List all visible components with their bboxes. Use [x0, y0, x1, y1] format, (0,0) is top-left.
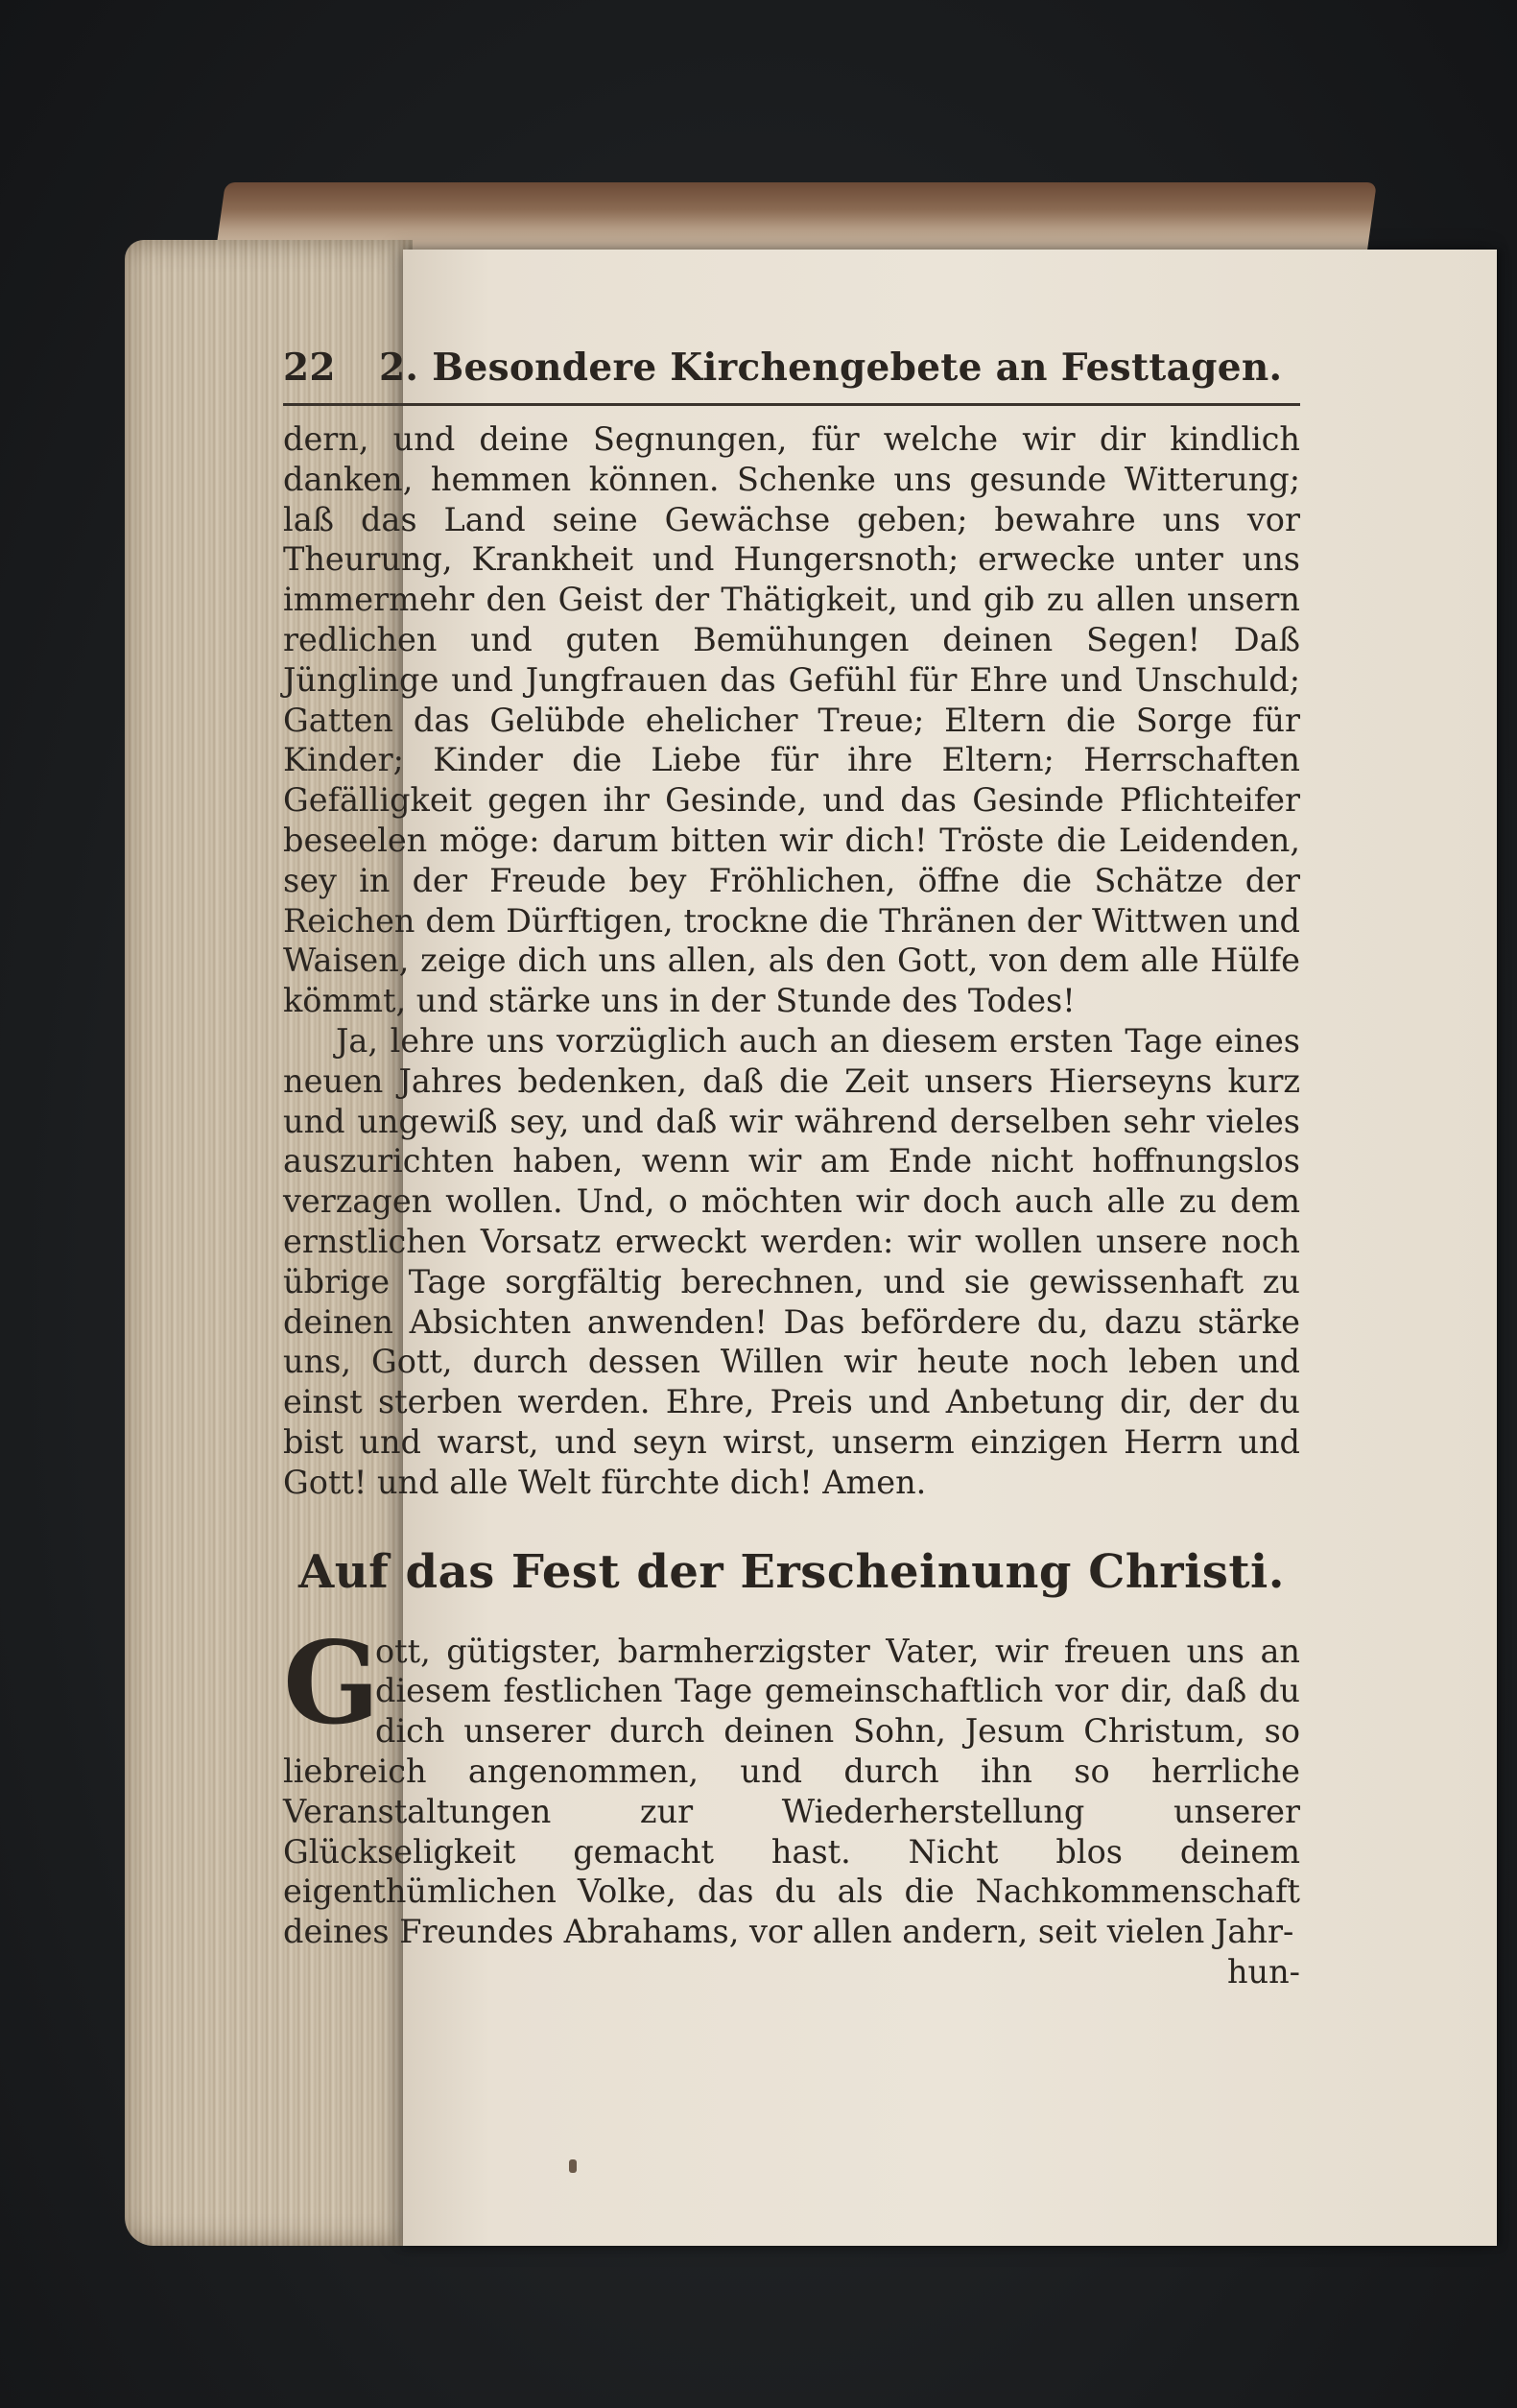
- header-title: 2. Besondere Kirchengebete an Festtagen.: [379, 346, 1283, 390]
- section-paragraph: ott, gütigster, barmherzigster Vater, wir freuen uns an diesem festlichen Tage gemeinschaftlich vor dir, daß du dich unserer durch deinen Sohn, Jesum Christum, so liebreich angenommen, und durch ihn so herrliche Veranstaltungen zur Wiederherstellung unserer Glückseligkeit gemacht hast. Nicht blos deinem eigenthümlichen Volke, das du als die Nachkommenschaft deines Freundes Abrahams, vor allen andern, seit vielen Jahr-: [283, 1632, 1300, 1951]
- page-speck: [569, 2159, 577, 2173]
- page-content: [283, 346, 1300, 1992]
- catchword: hun-: [1226, 1952, 1300, 1991]
- section-heading: Auf das Fest der Erscheinung Christi.: [298, 1544, 1285, 1599]
- header-rule: [283, 403, 1300, 406]
- running-head: [283, 346, 1300, 393]
- drop-cap: G: [283, 1615, 380, 1750]
- page-number: 22: [283, 346, 336, 390]
- section-prayer: [283, 1615, 1300, 1952]
- body-paragraph-2: Ja, lehre uns vorzüglich auch an diesem ersten Tage eines neuen Jahres bedenken, daß die Zeit unsers Hierseyns kurz und ungewiß sey, und daß wir während derselben sehr vieles auszurichten haben, wenn wir am Ende nicht hoffnungslos verzagen wollen. Und, o möchten wir doch auch alle zu dem ernstlichen Vorsatz erweckt werden: wir wollen unsere noch übrige Tage sorgfältig berechnen, und sie gewissenhaft zu deinen Absichten anwenden! Das befördere du, dazu stärke uns, Gott, durch dessen Willen wir heute noch leben und einst sterben werden. Ehre, Preis und Anbetung dir, der du bist und warst, und seyn wirst, unserm einzigen Herrn und Gott! und alle Welt fürchte dich! Amen.: [283, 1021, 1300, 1501]
- body-paragraph-1: dern, und deine Segnungen, für welche wir dir kindlich danken, hemmen können. Schenke uns gesunde Witterung; laß das Land seine Gewächse geben; bewahre uns vor Theurung, Krankheit und Hungersnoth; erwecke unter uns immermehr den Geist der Thätigkeit, und gib zu allen unsern redlichen und guten Bemühungen deinen Segen! Daß Jünglinge und Jungfrauen das Gefühl für Ehre und Unschuld; Gatten das Gelübde ehelicher Treue; Eltern die Sorge für Kinder; Kinder die Liebe für ihre Eltern; Herrschaften Gefälligkeit gegen ihr Gesinde, und das Gesinde Pflichteifer beseelen möge: darum bitten wir dich! Tröste die Leidenden, sey in der Freude bey Fröhlichen, öffne die Schätze der Reichen dem Dürftigen, trockne die Thränen der Wittwen und Waisen, zeige dich uns allen, als den Gott, von dem alle Hülfe kömmt, und stärke uns in der Stunde des Todes!: [283, 420, 1300, 1020]
